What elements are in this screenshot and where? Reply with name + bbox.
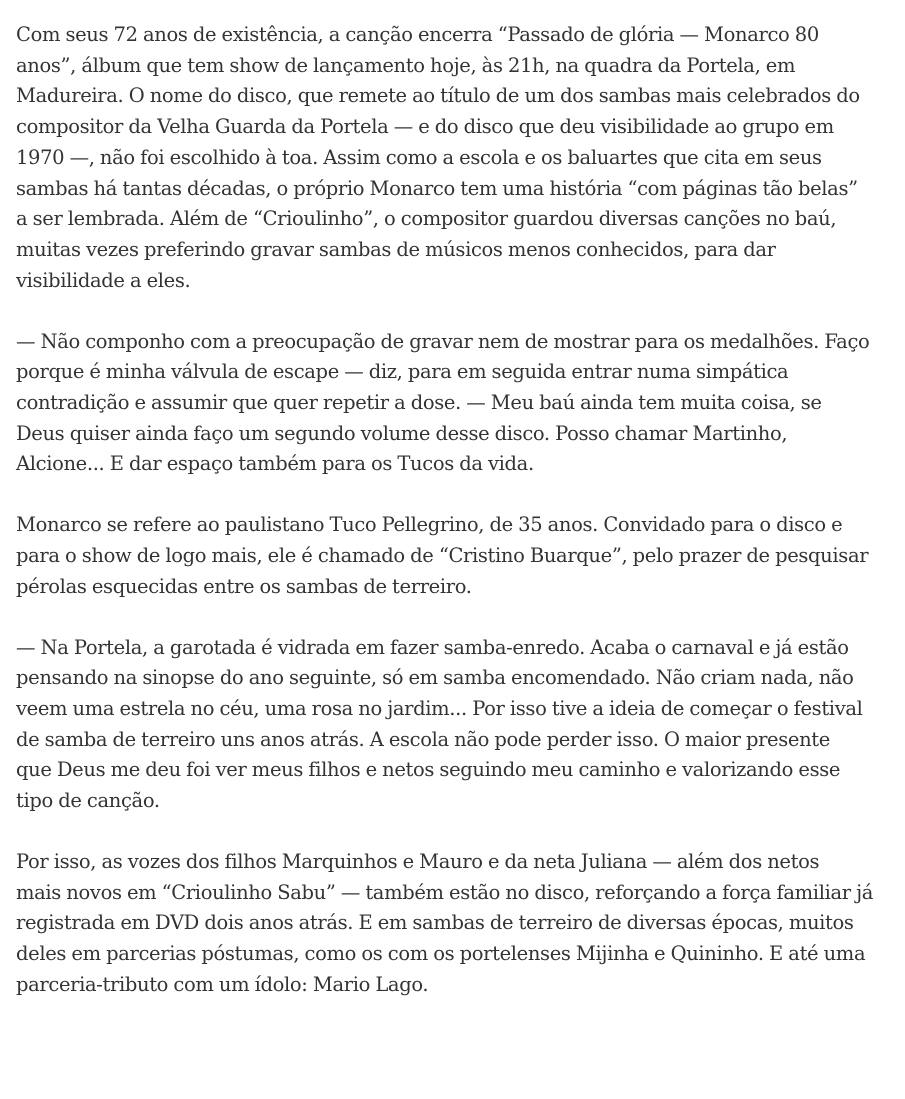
article-paragraph: — Na Portela, a garotada é vidrada em fazer samba-enredo. Acaba o carnaval e já estão pensando na sinopse do ano seguinte, só em samba encomendado. Não criam nada, não veem uma estrela no céu, uma rosa no jardim... Por isso tive a ideia de começar o festival de samba de terreiro uns anos atrás. A escola não pode perder isso. O maior presente que Deus me deu foi ver meus filhos e netos seguindo meu caminho e valorizando esse tipo de canção. [16,635,863,813]
article-paragraph: — Não componho com a preocupação de gravar nem de mostrar para os medalhões. Faço porque é minha válvula de escape — diz, para em seguida entrar numa simpática contradição e assumir que quer repetir a dose. — Meu baú ainda tem muita coisa, se Deus quiser ainda faço um segundo volume desse disco. Posso chamar Martinho, Alcione... E dar espaço também para os Tucos da vida. [16,329,870,476]
article-paragraph: Com seus 72 anos de existência, a canção encerra “Passado de glória — Monarco 80 anos”, álbum que tem show de lançamento hoje, às 21h, na quadra da Portela, em Madureira. O nome do disco, que remete ao título de um dos sambas mais celebrados do compositor da Velha Guarda da Portela — e do disco que deu visibilidade ao grupo em 1970 —, não foi escolhido à toa. Assim como a escola e os baluartes que cita em seus sambas há tantas décadas, o próprio Monarco tem uma história “com páginas tão belas” a ser lembrada. Além de “Crioulinho”, o compositor guardou diversas canções no baú, muitas vezes preferindo gravar sambas de músicos menos conhecidos, para dar visibilidade a eles. [16,23,860,292]
article-paragraph: Monarco se refere ao paulistano Tuco Pellegrino, de 35 anos. Convidado para o disco e para o show de logo mais, ele é chamado de “Cristino Buarque”, pelo prazer de pesquisar pérolas esquecidas entre os sambas de terreiro. [16,513,869,598]
article-body [16,20,896,1000]
article-paragraph: Por isso, as vozes dos filhos Marquinhos e Mauro e da neta Juliana — além dos netos mais novos em “Crioulinho Sabu” — também estão no disco, reforçando a força familiar já registrada em DVD dois anos atrás. E em sambas de terreiro de diversas épocas, muitos deles em parcerias póstumas, como os com os portelenses Mijinha e Quininho. E até uma parceria-tributo com um ídolo: Mario Lago. [16,849,874,996]
